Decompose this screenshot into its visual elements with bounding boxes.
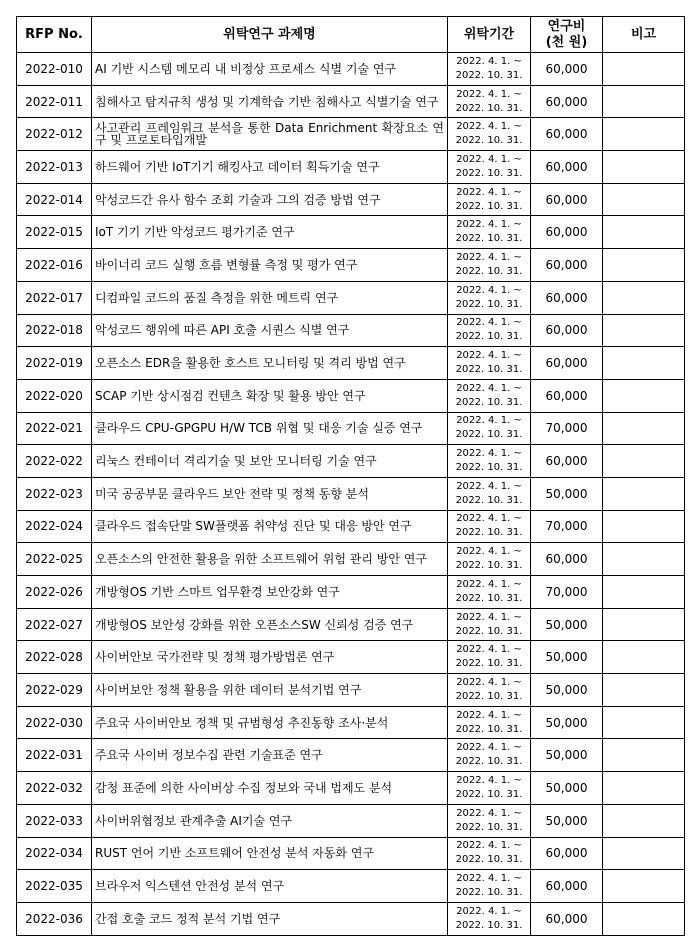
table-row xyxy=(17,314,685,347)
budget-cell: 50,000 xyxy=(531,739,603,772)
header-title: 위탁연구 과제명 xyxy=(92,17,448,53)
note-cell xyxy=(603,379,685,412)
project-title-cell xyxy=(92,902,448,935)
table-row xyxy=(17,772,685,805)
period-cell xyxy=(448,118,531,151)
project-title-cell xyxy=(92,543,448,576)
header-rfp-no: RFP No. xyxy=(17,17,92,53)
project-title-cell xyxy=(92,510,448,543)
period-end: 2022. 10. 31. xyxy=(455,592,523,604)
project-title: RUST 언어 기반 소프트웨어 안전성 분석 자동화 연구 xyxy=(95,846,375,861)
project-title: 클라우드 접속단말 SW플랫폼 취약성 진단 및 대응 방안 연구 xyxy=(95,519,412,534)
period-start: 2022. 4. 1. ~ xyxy=(456,153,522,165)
project-title: 리눅스 컨테이너 격리기술 및 보안 모니터링 기술 연구 xyxy=(95,454,377,469)
note-cell xyxy=(603,870,685,903)
header-budget xyxy=(531,17,603,53)
project-title: 악성코드간 유사 함수 조회 기술과 그의 검증 방법 연구 xyxy=(95,192,381,207)
budget-cell: 60,000 xyxy=(531,216,603,249)
table-row xyxy=(17,445,685,478)
table-row xyxy=(17,347,685,380)
budget-cell: 60,000 xyxy=(531,314,603,347)
note-cell xyxy=(603,804,685,837)
budget-cell: 50,000 xyxy=(531,706,603,739)
period-start: 2022. 4. 1. ~ xyxy=(456,186,522,198)
rfp-number-cell: 2022-032 xyxy=(17,772,92,805)
project-title-cell xyxy=(92,772,448,805)
period-start: 2022. 4. 1. ~ xyxy=(456,873,522,885)
project-title: 미국 공공부문 클라우드 보안 전략 및 정책 동향 분석 xyxy=(95,486,369,501)
table-row xyxy=(17,641,685,674)
note-cell xyxy=(603,739,685,772)
project-title-cell xyxy=(92,216,448,249)
period-start: 2022. 4. 1. ~ xyxy=(456,219,522,231)
period-end: 2022. 10. 31. xyxy=(455,396,523,408)
project-title-cell xyxy=(92,477,448,510)
budget-cell: 60,000 xyxy=(531,543,603,576)
period-start: 2022. 4. 1. ~ xyxy=(456,317,522,329)
rfp-number-cell: 2022-021 xyxy=(17,412,92,445)
period-start: 2022. 4. 1. ~ xyxy=(456,284,522,296)
period-cell xyxy=(448,477,531,510)
note-cell xyxy=(603,445,685,478)
period-end: 2022. 10. 31. xyxy=(455,854,523,866)
table-row xyxy=(17,902,685,935)
budget-cell: 60,000 xyxy=(531,183,603,216)
project-title-cell xyxy=(92,379,448,412)
period-end: 2022. 10. 31. xyxy=(455,69,523,81)
note-cell xyxy=(603,183,685,216)
table-row xyxy=(17,804,685,837)
note-cell xyxy=(603,53,685,86)
rfp-number-cell: 2022-033 xyxy=(17,804,92,837)
period-cell xyxy=(448,608,531,641)
rfp-number-cell: 2022-016 xyxy=(17,249,92,282)
header-note: 비고 xyxy=(603,17,685,53)
project-title-cell xyxy=(92,837,448,870)
period-start: 2022. 4. 1. ~ xyxy=(456,513,522,525)
project-title: AI 기반 시스템 메모리 내 비정상 프로세스 식별 기술 연구 xyxy=(95,61,397,76)
project-title-cell xyxy=(92,53,448,86)
period-cell xyxy=(448,314,531,347)
period-cell xyxy=(448,804,531,837)
period-start: 2022. 4. 1. ~ xyxy=(456,382,522,394)
period-cell xyxy=(448,53,531,86)
rfp-number-cell: 2022-026 xyxy=(17,576,92,609)
note-cell xyxy=(603,510,685,543)
note-cell xyxy=(603,772,685,805)
period-start: 2022. 4. 1. ~ xyxy=(456,546,522,558)
period-end: 2022. 10. 31. xyxy=(455,560,523,572)
rfp-number-cell: 2022-013 xyxy=(17,151,92,184)
rfp-table xyxy=(16,16,685,936)
period-start: 2022. 4. 1. ~ xyxy=(456,774,522,786)
rfp-table-container xyxy=(16,16,685,936)
rfp-number-cell: 2022-017 xyxy=(17,281,92,314)
period-start: 2022. 4. 1. ~ xyxy=(456,676,522,688)
period-end: 2022. 10. 31. xyxy=(455,756,523,768)
table-row xyxy=(17,477,685,510)
note-cell xyxy=(603,281,685,314)
header-budget-label: 연구비 (천 원) xyxy=(545,18,588,50)
rfp-number-cell: 2022-012 xyxy=(17,118,92,151)
period-start: 2022. 4. 1. ~ xyxy=(456,480,522,492)
period-end: 2022. 10. 31. xyxy=(455,887,523,899)
note-cell xyxy=(603,674,685,707)
project-title: 하드웨어 기반 IoT기기 해킹사고 데이터 획득기술 연구 xyxy=(95,159,380,174)
project-title: 개방형OS 기반 스마트 업무환경 보안강화 연구 xyxy=(95,584,340,599)
budget-cell: 60,000 xyxy=(531,53,603,86)
period-start: 2022. 4. 1. ~ xyxy=(456,578,522,590)
period-start: 2022. 4. 1. ~ xyxy=(456,88,522,100)
project-title-cell xyxy=(92,674,448,707)
rfp-number-cell: 2022-028 xyxy=(17,641,92,674)
table-row xyxy=(17,216,685,249)
period-end: 2022. 10. 31. xyxy=(455,298,523,310)
period-cell xyxy=(448,510,531,543)
project-title: 악성코드 행위에 따른 API 호출 시퀀스 식별 연구 xyxy=(95,323,350,338)
table-row xyxy=(17,576,685,609)
period-end: 2022. 10. 31. xyxy=(455,265,523,277)
budget-cell: 60,000 xyxy=(531,870,603,903)
period-start: 2022. 4. 1. ~ xyxy=(456,709,522,721)
table-row xyxy=(17,739,685,772)
budget-cell: 60,000 xyxy=(531,347,603,380)
budget-cell: 60,000 xyxy=(531,118,603,151)
budget-cell: 60,000 xyxy=(531,445,603,478)
rfp-number-cell: 2022-010 xyxy=(17,53,92,86)
period-cell xyxy=(448,543,531,576)
project-title: 개방형OS 보안성 강화를 위한 오픈소스SW 신뢰성 검증 연구 xyxy=(95,617,414,632)
project-title: 침해사고 탐지규칙 생성 및 기계학습 기반 침해사고 식별기술 연구 xyxy=(95,94,439,109)
period-end: 2022. 10. 31. xyxy=(455,429,523,441)
period-end: 2022. 10. 31. xyxy=(455,919,523,931)
period-start: 2022. 4. 1. ~ xyxy=(456,350,522,362)
project-title: 주요국 사이버 정보수집 관련 기술표준 연구 xyxy=(95,748,323,763)
period-end: 2022. 10. 31. xyxy=(455,331,523,343)
period-start: 2022. 4. 1. ~ xyxy=(456,415,522,427)
period-start: 2022. 4. 1. ~ xyxy=(456,611,522,623)
period-end: 2022. 10. 31. xyxy=(455,788,523,800)
period-cell xyxy=(448,249,531,282)
period-cell xyxy=(448,870,531,903)
rfp-number-cell: 2022-029 xyxy=(17,674,92,707)
project-title-cell xyxy=(92,85,448,118)
project-title: 클라우드 CPU-GPGPU H/W TCB 위협 및 대응 기술 실증 연구 xyxy=(95,421,423,436)
note-cell xyxy=(603,543,685,576)
project-title-cell xyxy=(92,576,448,609)
period-start: 2022. 4. 1. ~ xyxy=(456,807,522,819)
period-end: 2022. 10. 31. xyxy=(455,723,523,735)
note-cell xyxy=(603,641,685,674)
project-title-cell xyxy=(92,281,448,314)
budget-cell: 50,000 xyxy=(531,674,603,707)
rfp-number-cell: 2022-022 xyxy=(17,445,92,478)
project-title-cell xyxy=(92,183,448,216)
project-title-cell xyxy=(92,314,448,347)
period-cell xyxy=(448,151,531,184)
table-row xyxy=(17,706,685,739)
budget-cell: 70,000 xyxy=(531,576,603,609)
project-title: 디컴파일 코드의 품질 측정을 위한 메트릭 연구 xyxy=(95,290,339,305)
period-end: 2022. 10. 31. xyxy=(455,200,523,212)
period-end: 2022. 10. 31. xyxy=(455,690,523,702)
project-title-cell xyxy=(92,804,448,837)
project-title-cell xyxy=(92,739,448,772)
budget-cell: 70,000 xyxy=(531,412,603,445)
period-cell xyxy=(448,706,531,739)
rfp-number-cell: 2022-035 xyxy=(17,870,92,903)
project-title: 사이버보안 정책 활용을 위한 데이터 분석기법 연구 xyxy=(95,682,362,697)
project-title-cell xyxy=(92,608,448,641)
rfp-number-cell: 2022-036 xyxy=(17,902,92,935)
period-start: 2022. 4. 1. ~ xyxy=(456,742,522,754)
table-row xyxy=(17,249,685,282)
note-cell xyxy=(603,412,685,445)
header-row xyxy=(17,17,685,53)
project-title: 바이너리 코드 실행 흐름 변형률 측정 및 평가 연구 xyxy=(95,257,358,272)
table-row xyxy=(17,608,685,641)
period-cell xyxy=(448,412,531,445)
project-title-cell xyxy=(92,249,448,282)
period-cell xyxy=(448,347,531,380)
period-end: 2022. 10. 31. xyxy=(455,527,523,539)
project-title-cell xyxy=(92,118,448,151)
note-cell xyxy=(603,837,685,870)
period-start: 2022. 4. 1. ~ xyxy=(456,840,522,852)
note-cell xyxy=(603,347,685,380)
table-row xyxy=(17,118,685,151)
project-title-cell xyxy=(92,445,448,478)
budget-cell: 70,000 xyxy=(531,510,603,543)
period-cell xyxy=(448,445,531,478)
table-row xyxy=(17,412,685,445)
budget-cell: 60,000 xyxy=(531,281,603,314)
rfp-number-cell: 2022-034 xyxy=(17,837,92,870)
period-end: 2022. 10. 31. xyxy=(455,625,523,637)
table-row xyxy=(17,281,685,314)
period-start: 2022. 4. 1. ~ xyxy=(456,644,522,656)
note-cell xyxy=(603,151,685,184)
note-cell xyxy=(603,902,685,935)
period-start: 2022. 4. 1. ~ xyxy=(456,448,522,460)
note-cell xyxy=(603,608,685,641)
note-cell xyxy=(603,118,685,151)
project-title-cell xyxy=(92,870,448,903)
budget-cell: 60,000 xyxy=(531,85,603,118)
table-row xyxy=(17,543,685,576)
period-end: 2022. 10. 31. xyxy=(455,233,523,245)
period-end: 2022. 10. 31. xyxy=(455,462,523,474)
budget-cell: 60,000 xyxy=(531,249,603,282)
period-start: 2022. 4. 1. ~ xyxy=(456,121,522,133)
project-title-cell xyxy=(92,412,448,445)
table-row xyxy=(17,837,685,870)
budget-cell: 50,000 xyxy=(531,641,603,674)
header-period: 위탁기간 xyxy=(448,17,531,53)
period-cell xyxy=(448,379,531,412)
period-cell xyxy=(448,641,531,674)
budget-cell: 50,000 xyxy=(531,804,603,837)
budget-cell: 60,000 xyxy=(531,379,603,412)
note-cell xyxy=(603,216,685,249)
budget-cell: 60,000 xyxy=(531,837,603,870)
note-cell xyxy=(603,706,685,739)
rfp-number-cell: 2022-011 xyxy=(17,85,92,118)
period-end: 2022. 10. 31. xyxy=(455,658,523,670)
project-title-cell xyxy=(92,151,448,184)
project-title-cell xyxy=(92,641,448,674)
period-end: 2022. 10. 31. xyxy=(455,102,523,114)
table-row xyxy=(17,674,685,707)
budget-cell: 50,000 xyxy=(531,772,603,805)
period-cell xyxy=(448,902,531,935)
rfp-number-cell: 2022-030 xyxy=(17,706,92,739)
project-title: 브라우저 익스텐션 안전성 분석 연구 xyxy=(95,879,285,894)
period-end: 2022. 10. 31. xyxy=(455,364,523,376)
rfp-number-cell: 2022-014 xyxy=(17,183,92,216)
project-title: 사이버위협정보 관계추출 AI기술 연구 xyxy=(95,813,293,828)
period-cell xyxy=(448,216,531,249)
table-row xyxy=(17,183,685,216)
project-title-cell xyxy=(92,706,448,739)
period-cell xyxy=(448,576,531,609)
rfp-number-cell: 2022-024 xyxy=(17,510,92,543)
budget-cell: 60,000 xyxy=(531,902,603,935)
rfp-number-cell: 2022-025 xyxy=(17,543,92,576)
project-title: SCAP 기반 상시점검 컨텐츠 확장 및 활용 방안 연구 xyxy=(95,388,366,403)
project-title: 오픈소스 EDR을 활용한 호스트 모니터링 및 격리 방법 연구 xyxy=(95,356,406,371)
period-start: 2022. 4. 1. ~ xyxy=(456,905,522,917)
note-cell xyxy=(603,314,685,347)
rfp-number-cell: 2022-031 xyxy=(17,739,92,772)
table-row xyxy=(17,151,685,184)
rfp-number-cell: 2022-019 xyxy=(17,347,92,380)
period-end: 2022. 10. 31. xyxy=(455,821,523,833)
table-row xyxy=(17,870,685,903)
project-title-cell xyxy=(92,347,448,380)
table-body xyxy=(17,53,685,936)
rfp-number-cell: 2022-015 xyxy=(17,216,92,249)
period-cell xyxy=(448,739,531,772)
project-title: 감청 표준에 의한 사이버상 수집 정보와 국내 법제도 분석 xyxy=(95,780,393,795)
rfp-number-cell: 2022-027 xyxy=(17,608,92,641)
project-title: 간접 호출 코드 정적 분석 기법 연구 xyxy=(95,911,281,926)
rfp-number-cell: 2022-020 xyxy=(17,379,92,412)
period-start: 2022. 4. 1. ~ xyxy=(456,55,522,67)
period-cell xyxy=(448,674,531,707)
budget-cell: 60,000 xyxy=(531,151,603,184)
project-title: 사이버안보 국가전략 및 정책 평가방법론 연구 xyxy=(95,650,335,665)
period-cell xyxy=(448,772,531,805)
table-row xyxy=(17,379,685,412)
table-row xyxy=(17,53,685,86)
budget-cell: 50,000 xyxy=(531,608,603,641)
project-title: 사고관리 프레임워크 분석을 통한 Data Enrichment 확장요소 연구 및 프로토타입개발 xyxy=(95,121,444,148)
period-start: 2022. 4. 1. ~ xyxy=(456,251,522,263)
project-title: 주요국 사이버안보 정책 및 규범형성 추진동향 조사·분석 xyxy=(95,715,389,730)
rfp-number-cell: 2022-023 xyxy=(17,477,92,510)
period-cell xyxy=(448,281,531,314)
note-cell xyxy=(603,85,685,118)
project-title: IoT 기기 기반 악성코드 평가기준 연구 xyxy=(95,225,295,240)
period-end: 2022. 10. 31. xyxy=(455,135,523,147)
table-row xyxy=(17,510,685,543)
period-cell xyxy=(448,837,531,870)
note-cell xyxy=(603,477,685,510)
rfp-number-cell: 2022-018 xyxy=(17,314,92,347)
period-end: 2022. 10. 31. xyxy=(455,494,523,506)
period-end: 2022. 10. 31. xyxy=(455,167,523,179)
note-cell xyxy=(603,249,685,282)
period-cell xyxy=(448,85,531,118)
table-row xyxy=(17,85,685,118)
budget-cell: 50,000 xyxy=(531,477,603,510)
period-cell xyxy=(448,183,531,216)
note-cell xyxy=(603,576,685,609)
project-title: 오픈소스의 안전한 활용을 위한 소프트웨어 위험 관리 방안 연구 xyxy=(95,552,427,567)
